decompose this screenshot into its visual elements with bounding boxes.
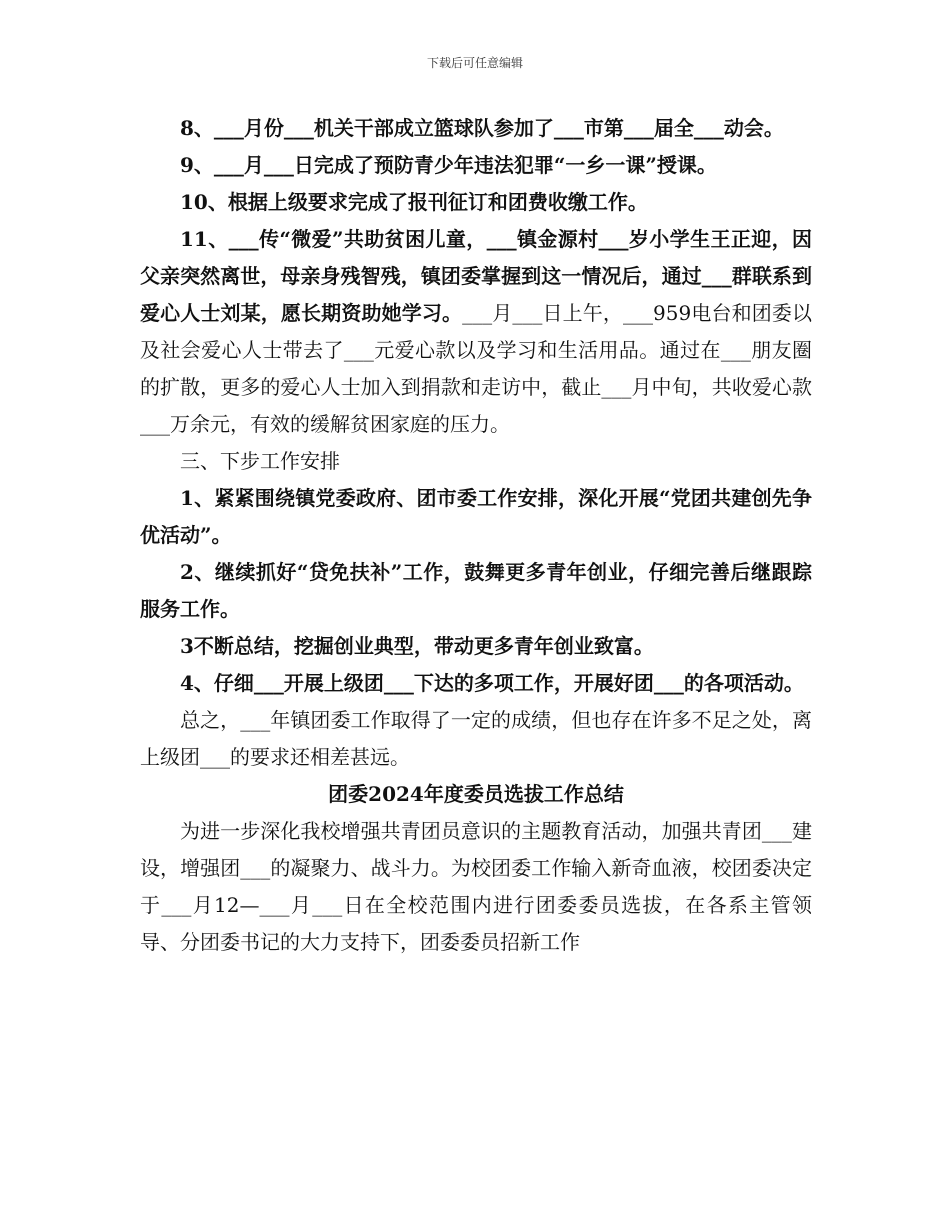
paragraph-item-10: 10、根据上级要求完成了报刊征订和团费收缴工作。 <box>180 190 648 214</box>
page-header: 下载后可任意编辑 <box>426 56 523 70</box>
paragraph-item-9: 9、___月___日完成了预防青少年违法犯罪“一乡一课”授课。 <box>180 153 717 177</box>
section-title: 团委2024年度委员选拔工作总结 <box>328 782 624 806</box>
section-heading-next-steps: 三、下步工作安排 <box>180 449 340 473</box>
summary-paragraph: 总之，___年镇团委工作取得了一定的成绩，但也存在许多不足之处，离上级团___的要求还相差甚远。 <box>140 708 812 769</box>
paragraph-item-8: 8、___月份___机关干部成立篮球队参加了___市第___届全___动会。 <box>180 116 784 140</box>
intro-paragraph: 为进一步深化我校增强共青团员意识的主题教育活动，加强共青团___建设，增强团___的凝聚力、战斗力。为校团委工作输入新奇血液，校团委决定于___月12—___月___日在全校范围内进行团委委员选拔，在各系主管领导、分团委书记的大力支持下，团委委员招新工作 <box>140 819 812 954</box>
paragraph-item-11 <box>140 221 812 443</box>
plan-item-1: 1、紧紧围绕镇党委政府、团市委工作安排，深化开展“党团共建创先争优活动”。 <box>140 486 812 547</box>
document-body <box>140 110 812 961</box>
plan-item-4: 4、仔细___开展上级团___下达的多项工作，开展好团___的各项活动。 <box>180 671 804 695</box>
paragraph-item-11-bold: 11、___传“微爱”共助贫困儿童，___镇金源村___岁小学生王正迎，因父亲突然离世，母亲身残智残，镇团委掌握到这一情况后，通过___群联系到爱心人士刘某，愿长期资助她学习。 <box>140 227 812 325</box>
paragraph-item-11-normal: ___月___日上午，___959电台和团委以及社会爱心人士带去了___元爱心款以及学习和生活用品。通过在___朋友圈的扩散，更多的爱心人士加入到捐款和走访中，截止___月中旬，共收爱心款___万余元，有效的缓解贫困家庭的压力。 <box>140 301 812 436</box>
plan-item-3: 3不断总结，挖掘创业典型，带动更多青年创业致富。 <box>180 634 654 658</box>
plan-item-2: 2、继续抓好“贷免扶补”工作，鼓舞更多青年创业，仔细完善后继跟踪服务工作。 <box>140 560 812 621</box>
